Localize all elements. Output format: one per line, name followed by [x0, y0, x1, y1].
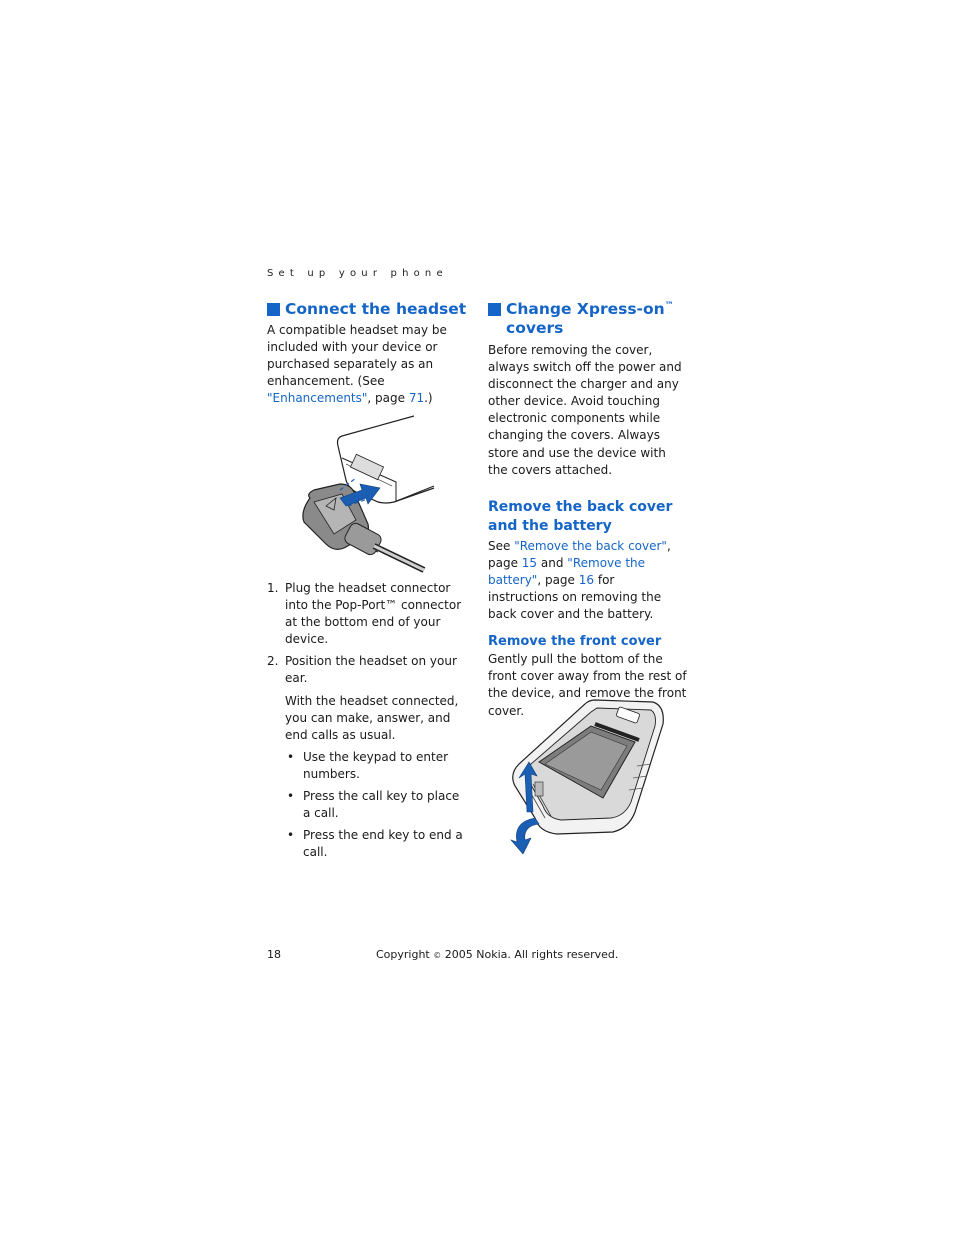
remove-back-cover-link[interactable]: "Remove the back cover"	[514, 538, 667, 553]
headset-intro: A compatible headset may be included with your device or purchased separately as an enhancement. (See "Enhancements", page 71.)	[267, 323, 447, 406]
remove-front-cover-text: Gently pull the bottom of the front cover away from the rest of the device, and remove the front cover.	[488, 652, 687, 718]
step-item: 1. Plug the headset connector into the Pop-Port™ connector at the bottom end of your device.	[267, 581, 462, 647]
remove-battery-link[interactable]: "Remove the battery"	[488, 555, 646, 587]
front-cover-removal-illustration	[505, 694, 670, 854]
covers-intro: Before removing the cover, always switch off the power and disconnect the charger and any other device. Avoid touching electronic components while changing the covers. Always store and use the device with the covers attached.	[488, 343, 682, 477]
covers-heading: Change Xpress-on™ covers	[488, 300, 688, 338]
covers-section	[488, 300, 688, 720]
enhancements-link[interactable]: "Enhancements"	[267, 391, 368, 406]
heading-bullet-square	[488, 303, 501, 316]
bullet-item: • Press the call key to place a call.	[287, 789, 460, 821]
step-item: 2. Position the headset on your ear.	[267, 654, 457, 686]
page-71-link[interactable]: 71	[408, 391, 425, 406]
page-16-link[interactable]: 16	[578, 572, 595, 587]
section-header: Set up your phone	[267, 268, 448, 279]
bullet-list	[267, 749, 467, 862]
page-number: 18	[267, 948, 281, 961]
headset-steps	[267, 580, 467, 861]
headset-section	[267, 300, 467, 407]
bullet-item: • Use the keypad to enter numbers.	[287, 749, 449, 781]
page-15-link[interactable]: 15	[521, 555, 538, 570]
remove-front-cover-heading: Remove the front cover	[488, 634, 662, 650]
remove-back-cover-text: See "Remove the back cover", page 15 and "Remove the battery", page 16 for instructions on removing the back cover and the battery.	[488, 538, 671, 622]
headset-heading: Connect the headset	[267, 300, 467, 319]
remove-back-cover-heading: Remove the back cover and the battery	[488, 498, 673, 534]
heading-bullet-square	[267, 303, 280, 316]
headset-connector-illustration	[296, 410, 446, 578]
copyright-notice: Copyright © 2005 Nokia. All rights reserved.	[376, 948, 619, 961]
after-steps-text: With the headset connected, you can make, answer, and end calls as usual.	[285, 693, 459, 742]
steps-list	[267, 580, 467, 688]
bullet-item: • Press the end key to end a call.	[287, 828, 463, 860]
